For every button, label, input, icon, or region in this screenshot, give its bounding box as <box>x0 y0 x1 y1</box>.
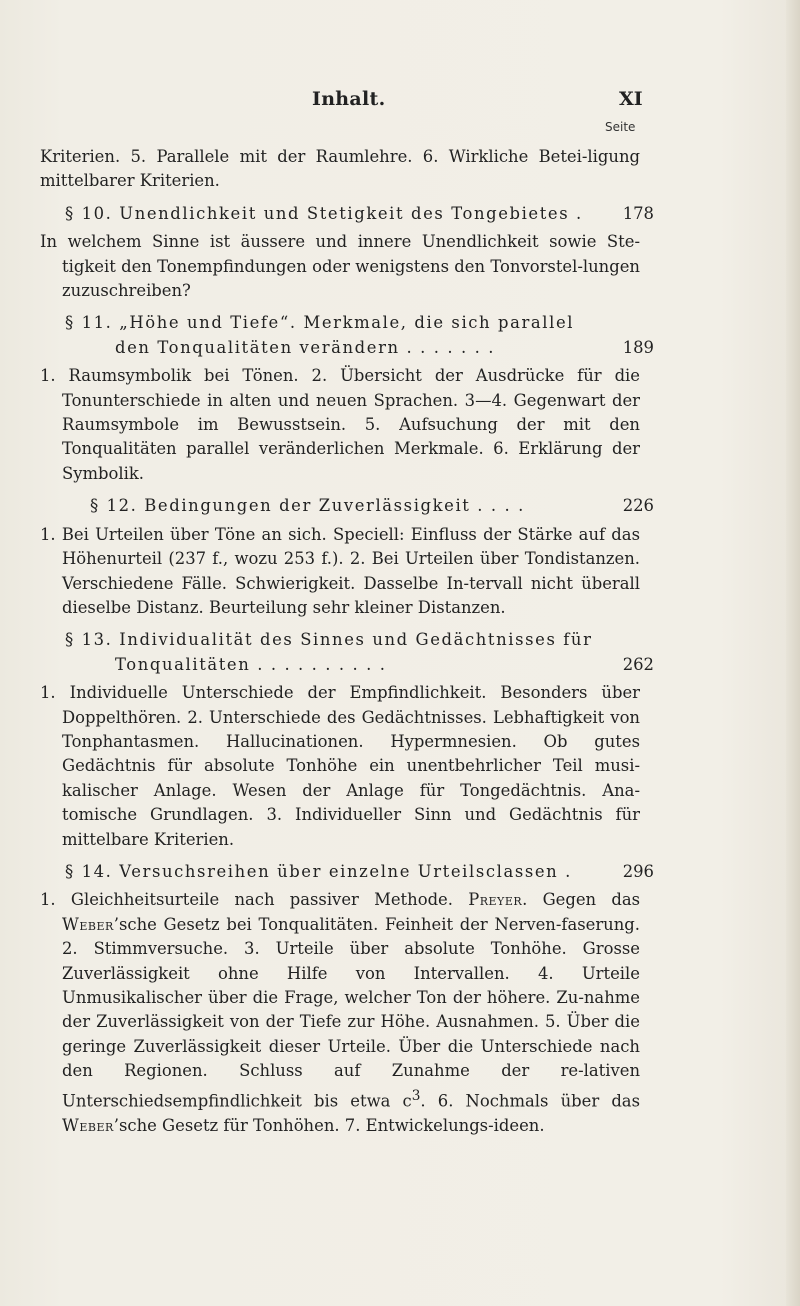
table-of-contents <box>40 141 654 1138</box>
toc-entry-14[interactable] <box>40 860 654 884</box>
page-edge <box>786 0 800 1306</box>
section-page: 262 <box>622 654 654 674</box>
toc-entry-11[interactable] <box>40 311 654 360</box>
section-page: 189 <box>622 337 654 357</box>
desc-text: . Gegen das <box>522 890 641 910</box>
author-name: Weber <box>62 914 114 934</box>
toc-entry-13[interactable] <box>40 628 654 677</box>
section-description: In welchem Sinne ist äussere und innere Unendlichkeit sowie Ste-tigkeit den Tonempfindungen oder wenigstens den Tonvorstel-lungen zuzuschreiben? <box>40 232 640 301</box>
section-description: 1. Raumsymbolik bei Tönen. 2. Übersicht der Ausdrücke für die Tonunterschiede in alten und neuen Sprachen. 3—4. Gegenwart der Raumsymbole im Bewusstsein. 5. Aufsuchung der mit den Tonqualitäten parallel veränderlichen Merkmale. 6. Erklärung der Symbolik. <box>40 366 640 483</box>
section-title-line1: § 11. „Höhe und Tiefe“. Merkmale, die sich parallel <box>65 313 575 333</box>
section-title-line1: § 13. Individualität des Sinnes und Gedächtnisses für <box>65 630 593 650</box>
section-page: 296 <box>622 861 654 881</box>
superscript: 3 <box>411 1087 421 1104</box>
toc-entry-12[interactable] <box>40 494 654 518</box>
desc-text: 1. Gleichheitsurteile nach passiver Methode. <box>40 890 453 910</box>
author-name: Weber <box>62 1115 114 1135</box>
section-page: 178 <box>622 203 654 223</box>
toc-entry-10[interactable] <box>40 202 654 226</box>
desc-text: ’sche Gesetz bei Tonqualitäten. Feinheit der Nerven-faserung. 2. Stimmversuche. 3. Urteile über absolute Tonhöhe. Grosse Zuverlässigkeit ohne Hilfe von Intervallen. 4. Urteile Unmusikalischer über die Frage, welcher Ton der höhere. Zu-nahme der Zuverlässigkeit von der Tiefe zur Höhe. Ausnahmen. 5. Über die geringe Zuverlässigkeit dieser Urteile. Über die Unterschiede nach den Regionen. Schluss auf Zunahme der re-lativen Unterschiedsempfindlichkeit bis etwa c <box>62 914 640 1111</box>
intro-text: Kriterien. 5. Parallele mit der Raumlehre. 6. Wirkliche Betei-ligung mittelbarer Kriterien. <box>40 147 640 191</box>
section-description: 1. Bei Urteilen über Töne an sich. Speciell: Einfluss der Stärke auf das Höhenurteil (237 f., wozu 253 f.). 2. Bei Urteilen über Tondistanzen. Verschiedene Fälle. Schwierigkeit. Dasselbe In-tervall nicht überall dieselbe Distanz. Beurteilung sehr kleiner Distanzen. <box>40 524 640 617</box>
section-title: § 12. Bedingungen der Zuverlässigkeit . . . . <box>90 496 525 516</box>
section-page: 226 <box>622 496 654 516</box>
section-title: § 14. Versuchsreihen über einzelne Urteilsclassen . <box>65 861 572 881</box>
author-name: Preyer <box>468 890 523 910</box>
section-title-line2: Tonqualitäten . . . . . . . . . . <box>115 654 387 674</box>
header-title: Inhalt. <box>312 88 386 110</box>
section-description <box>40 888 640 1138</box>
seite-column-label: Seite <box>605 120 636 134</box>
section-description: 1. Individuelle Unterschiede der Empfindlichkeit. Besonders über Doppelthören. 2. Unterschiede des Gedächtnisses. Lebhaftigkeit von Tonphantasmen. Hallucinationen. Hypermnesien. Ob gutes Gedächtnis für absolute Tonhöhe ein unentbehrlicher Teil musi-kalischer Anlage. Wesen der Anlage für Tongedächtnis. Ana-tomische Grundlagen. 3. Individueller Sinn und Gedächtnis für mittelbare Kriterien. <box>40 683 640 849</box>
section-title-line2: den Tonqualitäten verändern . . . . . . . <box>115 337 496 357</box>
running-header <box>0 88 800 112</box>
header-page-number: XI <box>619 88 643 110</box>
desc-text: ’sche Gesetz für Tonhöhen. 7. Entwickelungs-ideen. <box>113 1115 545 1135</box>
desc-text: . 6. Nochmals über das <box>420 1091 640 1111</box>
section-title: § 10. Unendlichkeit und Stetigkeit des Tongebietes . <box>65 203 583 223</box>
